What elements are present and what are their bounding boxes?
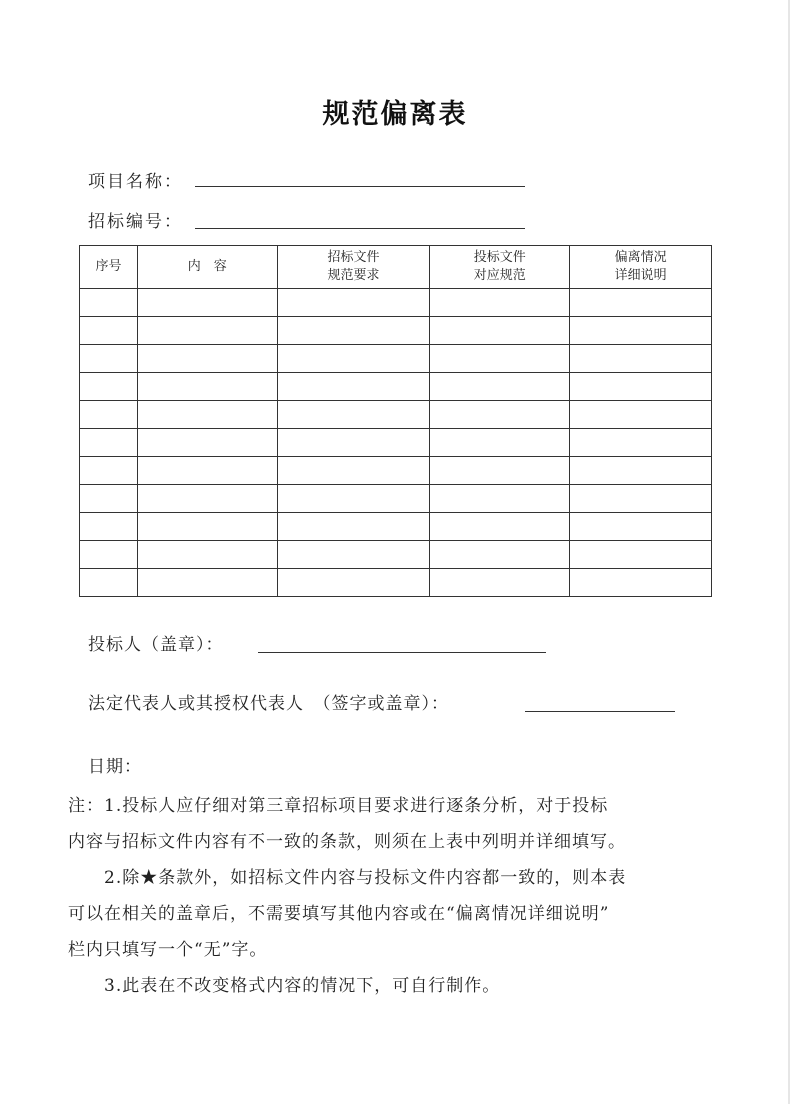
legal-rep-label: 法定代表人或其授权代表人 （签字或盖章）： bbox=[88, 694, 449, 714]
tender-no-field[interactable] bbox=[195, 228, 525, 229]
table-cell[interactable] bbox=[277, 289, 430, 317]
table-cell[interactable] bbox=[430, 429, 570, 457]
table-cell[interactable] bbox=[137, 345, 277, 373]
table-cell[interactable] bbox=[277, 317, 430, 345]
table-cell[interactable] bbox=[137, 317, 277, 345]
table-cell[interactable] bbox=[277, 345, 430, 373]
note-line: 注：1.投标人应仔细对第三章招标项目要求进行逐条分析，对于投标 bbox=[68, 796, 609, 816]
table-cell[interactable] bbox=[277, 569, 430, 597]
header-line: 投标文件 bbox=[473, 250, 526, 265]
table-cell[interactable] bbox=[430, 541, 570, 569]
table-cell[interactable] bbox=[430, 401, 570, 429]
col-header-bid-spec bbox=[430, 246, 570, 289]
table-cell[interactable] bbox=[80, 569, 138, 597]
table-cell[interactable] bbox=[430, 485, 570, 513]
table-row bbox=[80, 317, 712, 345]
table-cell[interactable] bbox=[80, 513, 138, 541]
table-cell[interactable] bbox=[430, 289, 570, 317]
table-cell[interactable] bbox=[277, 513, 430, 541]
table-cell[interactable] bbox=[80, 541, 138, 569]
table-cell[interactable] bbox=[570, 485, 712, 513]
note-line: 栏内只填写一个“无”字。 bbox=[68, 940, 268, 960]
table-cell[interactable] bbox=[137, 569, 277, 597]
table-cell[interactable] bbox=[137, 457, 277, 485]
table-cell[interactable] bbox=[80, 401, 138, 429]
table-cell[interactable] bbox=[570, 289, 712, 317]
header-line: 招标文件 bbox=[327, 250, 380, 265]
table-cell[interactable] bbox=[570, 317, 712, 345]
col-header-content bbox=[137, 246, 277, 289]
notes-block bbox=[68, 788, 728, 1004]
table-cell[interactable] bbox=[277, 429, 430, 457]
table-cell[interactable] bbox=[80, 457, 138, 485]
bidder-seal-label: 投标人（盖章）： bbox=[88, 635, 224, 655]
table-cell[interactable] bbox=[80, 317, 138, 345]
table-cell[interactable] bbox=[430, 317, 570, 345]
project-name-label: 项目名称： bbox=[88, 172, 183, 192]
bidder-seal-field[interactable] bbox=[258, 652, 546, 653]
table-cell[interactable] bbox=[277, 373, 430, 401]
table-cell[interactable] bbox=[80, 289, 138, 317]
table-cell[interactable] bbox=[570, 401, 712, 429]
tender-no-label: 招标编号： bbox=[88, 212, 183, 232]
table-cell[interactable] bbox=[80, 429, 138, 457]
table-cell[interactable] bbox=[570, 373, 712, 401]
table-cell[interactable] bbox=[570, 457, 712, 485]
table-cell[interactable] bbox=[430, 457, 570, 485]
header-line: 偏离情况 bbox=[614, 250, 667, 265]
table-row bbox=[80, 401, 712, 429]
table-cell[interactable] bbox=[137, 289, 277, 317]
header-line: 内 容 bbox=[187, 259, 227, 274]
note-line: 内容与招标文件内容有不一致的条款，则须在上表中列明并详细填写。 bbox=[68, 832, 626, 852]
table-cell[interactable] bbox=[570, 345, 712, 373]
table-cell[interactable] bbox=[430, 569, 570, 597]
col-header-no bbox=[80, 246, 138, 289]
table-cell[interactable] bbox=[80, 345, 138, 373]
table-cell[interactable] bbox=[137, 401, 277, 429]
table-header-row bbox=[80, 246, 712, 289]
table-cell[interactable] bbox=[277, 457, 430, 485]
table-row bbox=[80, 541, 712, 569]
table-row bbox=[80, 289, 712, 317]
table-cell[interactable] bbox=[277, 401, 430, 429]
table-cell[interactable] bbox=[137, 373, 277, 401]
header-line: 序号 bbox=[95, 259, 122, 274]
table-cell[interactable] bbox=[80, 485, 138, 513]
legal-rep-field[interactable] bbox=[525, 711, 675, 712]
col-header-tender-spec bbox=[277, 246, 430, 289]
table-cell[interactable] bbox=[570, 429, 712, 457]
date-label: 日期： bbox=[88, 757, 142, 777]
table-row bbox=[80, 429, 712, 457]
header-line: 规范要求 bbox=[327, 268, 380, 283]
col-header-deviation bbox=[570, 246, 712, 289]
table-cell[interactable] bbox=[570, 513, 712, 541]
table-cell[interactable] bbox=[137, 485, 277, 513]
note-line: 可以在相关的盖章后，不需要填写其他内容或在“偏离情况详细说明” bbox=[68, 904, 610, 924]
table-cell[interactable] bbox=[430, 345, 570, 373]
table-cell[interactable] bbox=[137, 429, 277, 457]
table-row bbox=[80, 373, 712, 401]
note-line: 2.除★条款外，如招标文件内容与投标文件内容都一致的，则本表 bbox=[68, 868, 627, 888]
project-name-field[interactable] bbox=[195, 186, 525, 187]
deviation-table bbox=[79, 245, 712, 597]
header-line: 详细说明 bbox=[614, 268, 667, 283]
table-row bbox=[80, 485, 712, 513]
table-cell[interactable] bbox=[277, 485, 430, 513]
header-line: 对应规范 bbox=[473, 268, 526, 283]
table-row bbox=[80, 569, 712, 597]
note-line: 3.此表在不改变格式内容的情况下，可自行制作。 bbox=[68, 976, 501, 996]
table-cell[interactable] bbox=[80, 373, 138, 401]
table-cell[interactable] bbox=[137, 513, 277, 541]
table-cell[interactable] bbox=[570, 569, 712, 597]
table-cell[interactable] bbox=[430, 373, 570, 401]
table-cell[interactable] bbox=[570, 541, 712, 569]
table-cell[interactable] bbox=[430, 513, 570, 541]
table-row bbox=[80, 513, 712, 541]
table-cell[interactable] bbox=[277, 541, 430, 569]
table-cell[interactable] bbox=[137, 541, 277, 569]
table-row bbox=[80, 457, 712, 485]
page-title: 规范偏离表 bbox=[322, 99, 468, 130]
table-body bbox=[80, 289, 712, 597]
table-row bbox=[80, 345, 712, 373]
